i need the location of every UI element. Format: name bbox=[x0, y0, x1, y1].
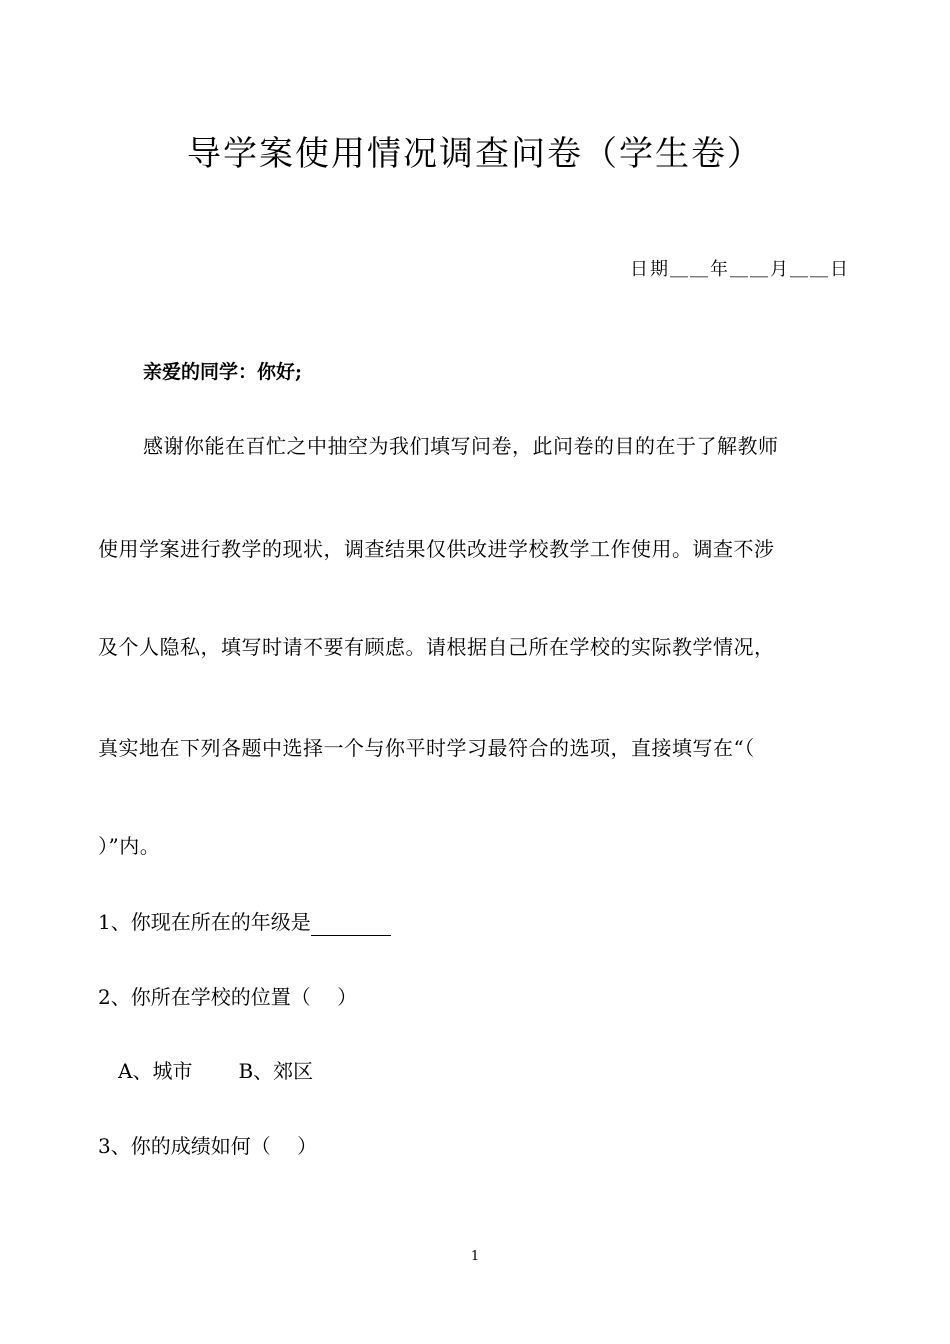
question-1 bbox=[98, 908, 391, 936]
intro-line: 真实地在下列各题中选择一个与你平时学习最符合的选项，直接填写在“（ bbox=[98, 736, 755, 760]
option-a: A、城市 bbox=[118, 1059, 193, 1083]
answer-blank[interactable] bbox=[311, 913, 391, 936]
greeting: 亲爱的同学：你好; bbox=[143, 361, 303, 383]
intro-line: 感谢你能在百忙之中抽空为我们填写问卷，此问卷的目的在于了解教师 bbox=[143, 434, 779, 458]
intro-line: 及个人隐私，填写时请不要有顾虑。请根据自己所在学校的实际教学情况， bbox=[98, 635, 775, 659]
question-2-options bbox=[118, 1057, 359, 1085]
intro-line: 使用学案进行教学的现状，调查结果仅供改进学校教学工作使用。调查不涉 bbox=[98, 537, 775, 561]
option-b: B、郊区 bbox=[238, 1059, 314, 1083]
question-1-text: 1、你现在所在的年级是 bbox=[98, 910, 311, 934]
page-number: 1 bbox=[470, 1249, 480, 1264]
intro-line: ）”内。 bbox=[98, 834, 161, 858]
page-title: 导学案使用情况调查问卷（学生卷） bbox=[187, 134, 763, 174]
date-line: 日期＿＿年＿＿月＿＿日 bbox=[630, 259, 850, 280]
question-2: 2、你所在学校的位置（ ） bbox=[98, 985, 358, 1009]
question-3: 3、你的成绩如何（ ） bbox=[98, 1134, 318, 1158]
